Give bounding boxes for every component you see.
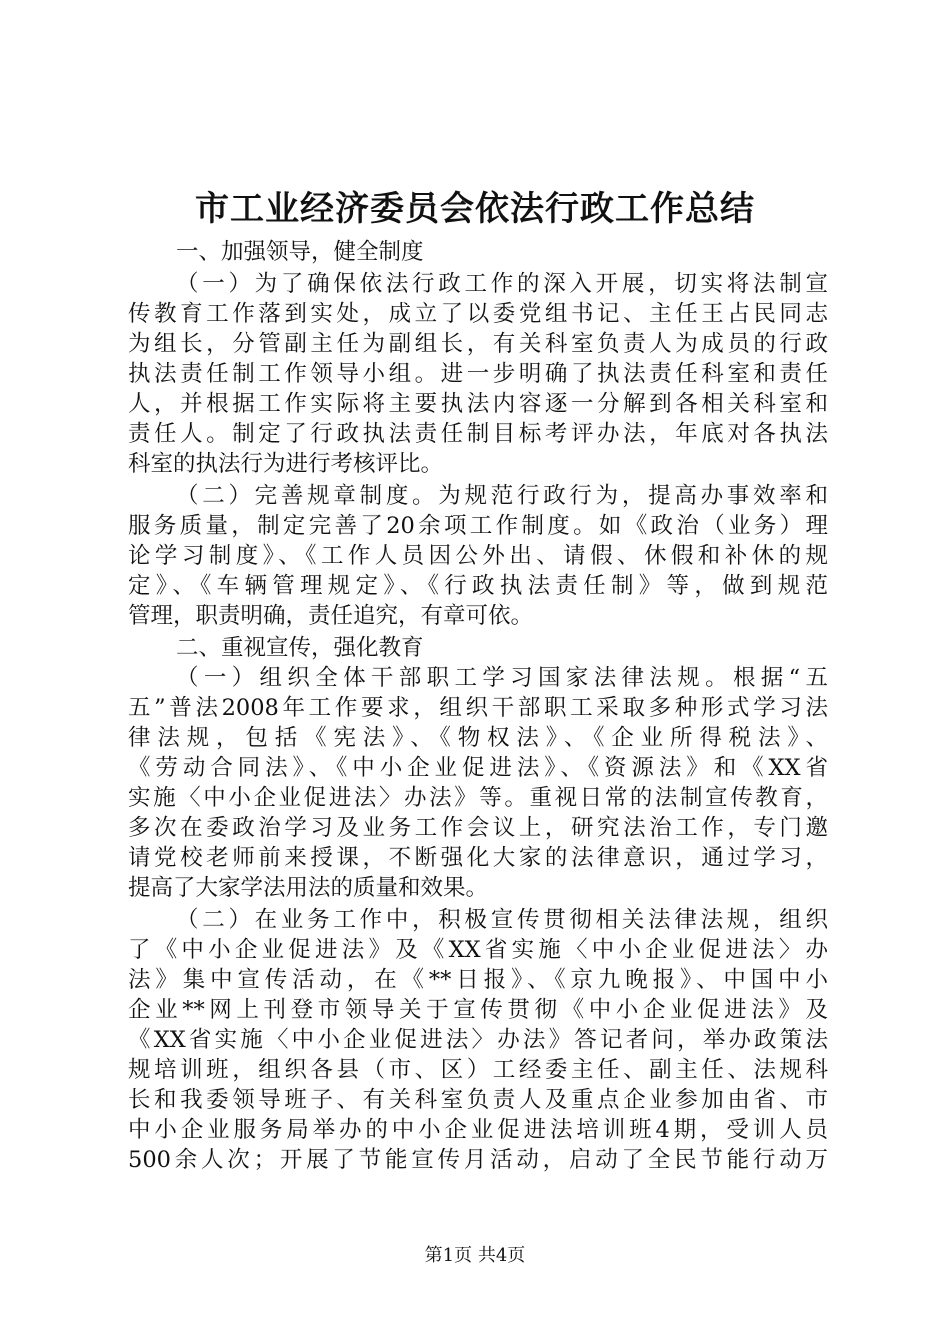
- body-line: （一）组织全体干部职工学习国家法律法规。根据“五: [176, 665, 828, 691]
- section-heading-2: 二、重视宣传，强化教育: [176, 635, 424, 661]
- body-line: 实施〈中小企业促进法〉办法》等。重视日常的法制宣传教育，: [128, 785, 828, 811]
- body-line: 长和我委领导班子、有关科室负责人及重点企业参加由省、市: [128, 1087, 828, 1113]
- body-line: 请党校老师前来授课，不断强化大家的法律意识，通过学习，: [128, 845, 828, 871]
- page-number-footer: 第1页 共4页: [424, 1245, 526, 1266]
- body-line: 责任人。制定了行政执法责任制目标考评办法，年底对各执法: [128, 421, 828, 447]
- body-line: （一）为了确保依法行政工作的深入开展，切实将法制宣: [176, 271, 828, 297]
- body-line: 五”普法2008年工作要求，组织干部职工采取多种形式学习法: [128, 695, 828, 721]
- body-line: 中小企业服务局举办的中小企业促进法培训班4期，受训人员: [128, 1117, 828, 1143]
- body-line: 《劳动合同法》、《中小企业促进法》、《资源法》和《XX省: [128, 755, 828, 781]
- body-line: （二）完善规章制度。为规范行政行为，提高办事效率和: [176, 483, 828, 509]
- body-line: 传教育工作落到实处，成立了以委党组书记、主任王占民同志: [128, 301, 828, 327]
- section-heading-1: 一、加强领导，健全制度: [176, 239, 424, 265]
- body-line: 多次在委政治学习及业务工作会议上，研究法治工作，专门邀: [128, 815, 828, 841]
- body-line: 管理，职责明确，责任追究，有章可依。: [128, 603, 534, 629]
- body-line: 企业**网上刊登市领导关于宣传贯彻《中小企业促进法》及: [128, 997, 828, 1023]
- document-title: 市工业经济委员会依法行政工作总结: [195, 189, 755, 229]
- body-line: 人，并根据工作实际将主要执法内容逐一分解到各相关科室和: [128, 391, 828, 417]
- body-line: 定》、《车辆管理规定》、《行政执法责任制》等，做到规范: [128, 573, 828, 599]
- body-line: 规培训班，组织各县（市、区）工经委主任、副主任、法规科: [128, 1057, 828, 1083]
- body-line: 提高了大家学法用法的质量和效果。: [128, 875, 489, 901]
- body-line: 法》集中宣传活动，在《**日报》、《京九晚报》、中国中小: [128, 967, 828, 993]
- body-line: 《XX省实施〈中小企业促进法〉办法》答记者问，举办政策法: [128, 1027, 828, 1053]
- body-line: 执法责任制工作领导小组。进一步明确了执法责任科室和责任: [128, 361, 828, 387]
- body-line: 了《中小企业促进法》及《XX省实施〈中小企业促进法〉办: [128, 937, 828, 963]
- body-line: 服务质量，制定完善了20余项工作制度。如《政治（业务）理: [128, 513, 828, 539]
- body-line: 科室的执法行为进行考核评比。: [128, 451, 444, 477]
- body-line: 500余人次；开展了节能宣传月活动，启动了全民节能行动万: [128, 1147, 828, 1173]
- body-line: 律法规，包括《宪法》、《物权法》、《企业所得税法》、: [128, 725, 828, 751]
- body-line: （二）在业务工作中，积极宣传贯彻相关法律法规，组织: [176, 907, 828, 933]
- body-line: 为组长，分管副主任为副组长，有关科室负责人为成员的行政: [128, 331, 828, 357]
- body-line: 论学习制度》、《工作人员因公外出、请假、休假和补休的规: [128, 543, 828, 569]
